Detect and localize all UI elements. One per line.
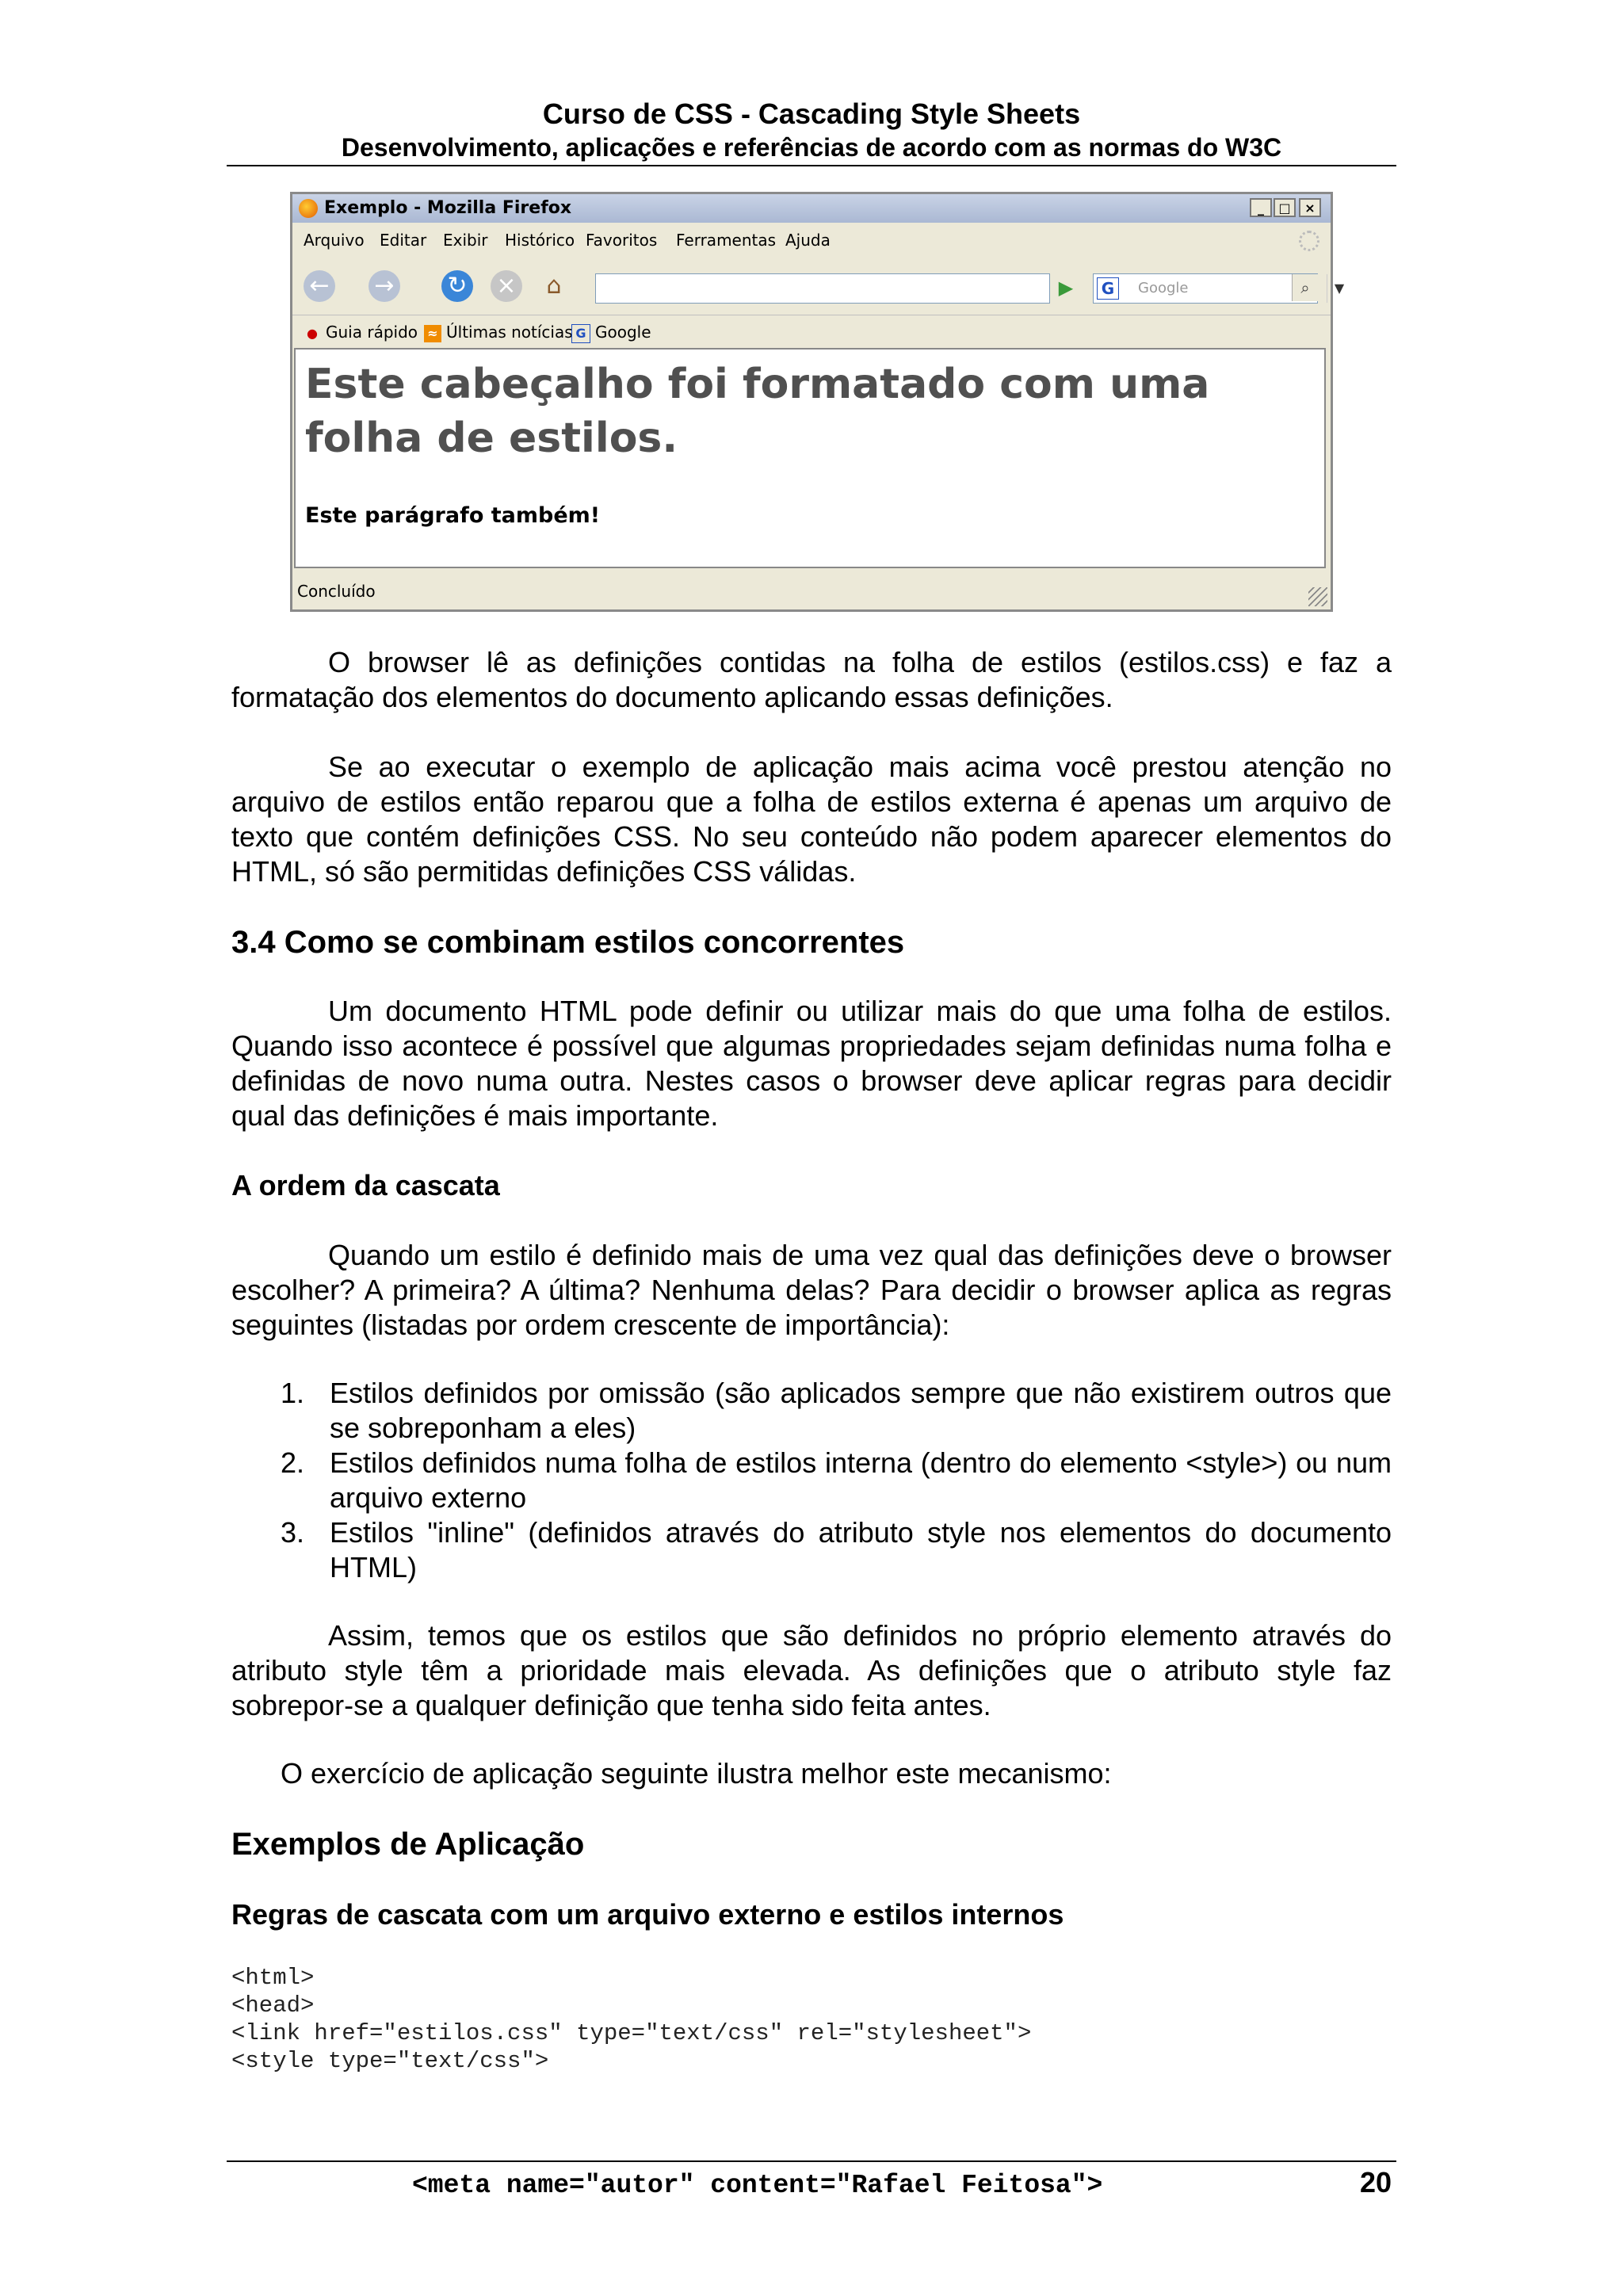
bookmark-label: Google — [595, 323, 651, 342]
menu-favoritos[interactable]: Favoritos — [586, 231, 658, 250]
search-icon[interactable]: ⌕ — [1292, 274, 1318, 301]
code-line: <html> — [231, 1965, 315, 1991]
menu-ferramentas[interactable]: Ferramentas — [676, 231, 777, 250]
browser-window-screenshot — [290, 192, 1345, 612]
bookmark-label: Últimas notícias — [446, 323, 573, 342]
maximize-button[interactable]: □ — [1274, 198, 1296, 217]
paragraph-text: Um documento HTML pode definir ou utilizar mais do que uma folha de estilos. Quando isso acontece é possível que algumas propriedades sejam definidas numa folha e definidas de novo numa outra. Nestes casos o browser deve aplicar regras para decidir qual das definições é mais importante. — [231, 995, 1392, 1132]
bookmark-label: Guia rápido — [326, 323, 418, 342]
bookmarks-toolbar — [292, 315, 1331, 349]
list-item: Estilos definidos numa folha de estilos interna (dentro do elemento <style>) ou num arquivo externo — [330, 1446, 1392, 1514]
menu-editar[interactable]: Editar — [380, 231, 427, 250]
subheading: A ordem da cascata — [231, 1169, 500, 1201]
search-placeholder: Google — [1138, 280, 1189, 296]
menu-historico[interactable]: Histórico — [505, 231, 575, 250]
code-line: <style type="text/css"> — [231, 2048, 549, 2074]
window-title: Exemplo - Mozilla Firefox — [324, 198, 572, 218]
home-icon[interactable]: ⌂ — [546, 272, 562, 300]
bookmark-icon: ● — [307, 325, 318, 341]
section-heading: 3.4 Como se combinam estilos concorrentes — [231, 925, 905, 960]
stop-icon[interactable]: × — [491, 270, 522, 302]
throbber-icon — [1299, 231, 1319, 251]
paragraph — [231, 750, 1392, 889]
firefox-icon — [299, 199, 318, 218]
paragraph — [231, 994, 1392, 1133]
list-item: Estilos definidos por omissão (são aplicados sempre que não existirem outros que se sobreponham a eles) — [330, 1377, 1392, 1444]
paragraph — [231, 1618, 1392, 1723]
list-item: Estilos "inline" (definidos através do atributo style nos elementos do documento HTML) — [330, 1516, 1392, 1584]
paragraph-text: Se ao executar o exemplo de aplicação mais acima você prestou atenção no arquivo de estilos então reparou que a folha de estilos externa é apenas um arquivo de texto que contém definições CSS. No seu conteúdo não podem aparecer elementos do HTML, só são permitidas definições CSS válidas. — [231, 751, 1392, 888]
close-button[interactable]: × — [1299, 198, 1321, 217]
go-icon[interactable]: ▶ — [1058, 277, 1074, 299]
bookmark-guia-rapido[interactable] — [304, 315, 418, 349]
search-input[interactable] — [1093, 273, 1318, 304]
content-heading: Este cabeçalho foi formatado com uma folha de estilos. — [305, 361, 1210, 462]
paragraph-text: O browser lê as definições contidas na folha de estilos (estilos.css) e faz a formatação dos elementos do documento aplicando essas definições. — [231, 646, 1392, 713]
url-dropdown-icon[interactable]: ▼ — [1327, 274, 1351, 303]
forward-icon[interactable]: → — [369, 270, 400, 302]
menu-exibir[interactable]: Exibir — [443, 231, 488, 250]
footer-meta: <meta name="autor" content="Rafael Feitosa"> — [412, 2171, 1103, 2200]
bookmark-google[interactable] — [571, 315, 651, 349]
list-item-number: 3. — [281, 1516, 305, 1549]
paragraph-text: O exercício de aplicação seguinte ilustra melhor este mecanismo: — [281, 1757, 1112, 1790]
page-viewport — [294, 348, 1326, 568]
window-titlebar — [292, 194, 1331, 223]
paragraph — [231, 645, 1392, 715]
bookmark-ultimas-noticias[interactable] — [424, 315, 573, 349]
paragraph-text: Quando um estilo é definido mais de uma vez qual das definições deve o browser escolher? A primeira? A última? Nenhuma delas? Para decidir o browser aplica as regras seguintes (listadas por ordem crescente de importância): — [231, 1239, 1392, 1341]
code-line: <head> — [231, 1992, 315, 2019]
page-number: 20 — [1359, 2166, 1392, 2199]
navigation-toolbar — [292, 258, 1345, 315]
document-title: Curso de CSS - Cascading Style Sheets — [542, 97, 1081, 130]
google-icon: G — [571, 324, 590, 343]
footer-divider — [227, 2160, 1396, 2162]
menu-ajuda[interactable]: Ajuda — [785, 231, 831, 250]
example-subheading: Regras de cascata com um arquivo externo e estilos internos — [231, 1898, 1064, 1931]
rss-icon: ≈ — [424, 325, 441, 342]
menu-bar — [292, 223, 1331, 258]
list-item-number: 2. — [281, 1446, 305, 1479]
paragraph — [281, 1756, 1392, 1791]
code-line: <link href="estilos.css" type="text/css" rel="stylesheet"> — [231, 2020, 1032, 2046]
resize-grip-icon[interactable] — [1308, 587, 1327, 606]
paragraph — [231, 1238, 1392, 1343]
content-paragraph: Este parágrafo também! — [305, 503, 601, 528]
paragraph-text: Assim, temos que os estilos que são definidos no próprio elemento através do atributo style têm a prioridade mais elevada. As definições que o atributo style faz sobrepor-se a qualquer definição que tenha sido feita antes. — [231, 1619, 1392, 1721]
document-subtitle: Desenvolvimento, aplicações e referências de acordo com as normas do W3C — [341, 133, 1282, 162]
status-text: Concluído — [297, 582, 376, 601]
list-item-number: 1. — [281, 1377, 305, 1409]
google-icon[interactable]: G — [1097, 277, 1119, 300]
header-divider — [227, 165, 1396, 166]
back-icon[interactable]: ← — [304, 270, 335, 302]
reload-icon[interactable]: ↻ — [441, 270, 473, 302]
menu-arquivo[interactable]: Arquivo — [304, 231, 365, 250]
minimize-button[interactable]: _ — [1250, 198, 1272, 217]
status-bar — [292, 573, 1331, 609]
examples-heading: Exemplos de Aplicação — [231, 1827, 585, 1862]
